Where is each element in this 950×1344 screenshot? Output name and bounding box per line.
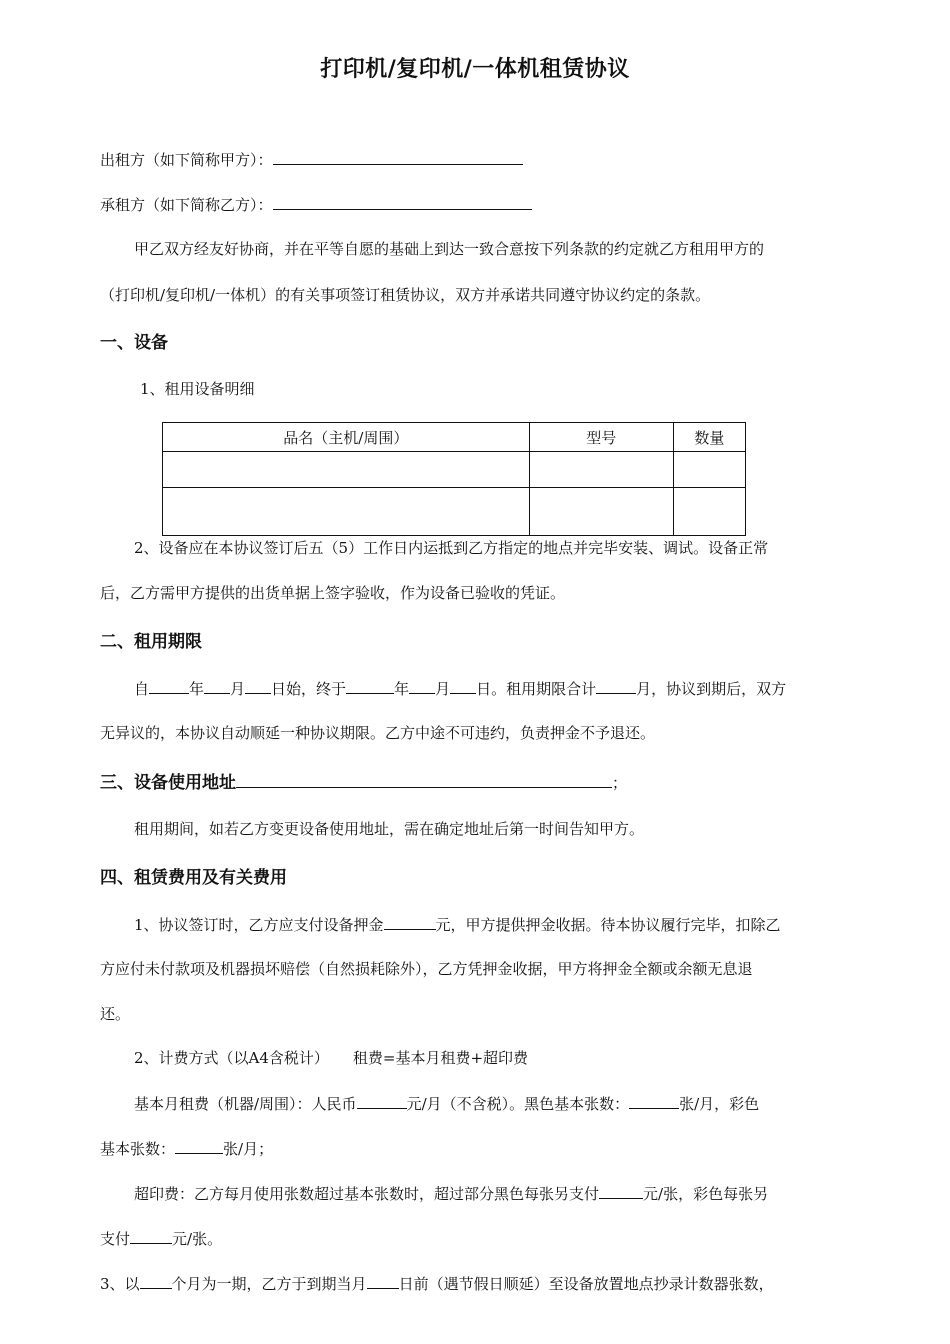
term-text-month: 月 — [435, 680, 451, 698]
end-day-blank[interactable] — [450, 677, 476, 694]
base-rent-line-2 — [100, 1137, 273, 1160]
deposit-text: 1、协议签订时，乙方应支付设备押金 — [134, 916, 384, 934]
lessee-line — [100, 193, 532, 216]
term-text-month: 月 — [230, 680, 246, 698]
color-overage-label: 元/张，彩色每张另 — [643, 1185, 769, 1203]
reading-day-blank[interactable] — [367, 1272, 399, 1289]
color-label: 张/月，彩色 — [679, 1095, 760, 1113]
lessor-name-blank[interactable] — [273, 148, 523, 165]
base-rent-amount-blank[interactable] — [357, 1092, 407, 1109]
term-text-from: 自 — [134, 680, 150, 698]
lessor-label: 出租方（如下简称甲方）： — [100, 151, 273, 169]
section-3-heading-line — [100, 768, 627, 794]
base-rent-line-1 — [134, 1092, 759, 1115]
start-month-blank[interactable] — [204, 677, 230, 694]
equipment-list-label: 1、租用设备明细 — [140, 380, 255, 398]
deposit-text-cont: 元，甲方提供押金收据。待本协议履行完毕，扣除乙 — [435, 916, 781, 934]
black-base-pages-blank[interactable] — [629, 1092, 679, 1109]
table-cell[interactable] — [163, 452, 530, 488]
col-header-quantity: 数量 — [673, 423, 745, 452]
table-cell[interactable] — [529, 452, 673, 488]
deposit-line-3: 还。 — [100, 1005, 131, 1023]
color-overage-price-blank[interactable] — [130, 1227, 172, 1244]
total-months-blank[interactable] — [596, 677, 636, 694]
address-blank[interactable] — [236, 769, 612, 788]
address-change-clause: 租用期间，如若乙方变更设备使用地址，需在确定地址后第一时间告知甲方。 — [134, 820, 645, 838]
delivery-clause-line-1: 2、设备应在本协议签订后五（5）工作日内运抵到乙方指定的地点并完毕安装、调试。设备正常 — [134, 539, 769, 557]
table-cell[interactable] — [673, 488, 745, 536]
term-text-year: 年 — [189, 680, 205, 698]
period-label: 3、以 — [100, 1275, 140, 1293]
page-title: 打印机/复印机/一体机租赁协议 — [320, 57, 630, 82]
period-text: 个月为一期，乙方于到期当月 — [171, 1275, 367, 1293]
term-text-renewal: 月，协议到期后，双方 — [636, 680, 787, 698]
table-cell[interactable] — [529, 488, 673, 536]
black-overage-price-blank[interactable] — [599, 1182, 643, 1199]
term-text-total: 日。租用期限合计 — [476, 680, 597, 698]
col-header-name: 品名（主机/周围） — [163, 423, 530, 452]
term-text-year: 年 — [394, 680, 410, 698]
billing-method-line — [134, 1047, 528, 1069]
table-row — [163, 452, 746, 488]
delivery-clause-line-2: 后，乙方需甲方提供的出货单据上签字验收，作为设备已验收的凭证。 — [100, 584, 566, 602]
billing-formula: 租费=基本月租费+超印费 — [352, 1049, 529, 1067]
lessee-label: 承租方（如下简称乙方）： — [100, 196, 273, 214]
table-header-row — [163, 423, 746, 452]
overage-label: 超印费：乙方每月使用张数超过基本张数时，超过部分黑色每张另支付 — [134, 1185, 600, 1203]
table-cell[interactable] — [163, 488, 530, 536]
equipment-table — [162, 422, 746, 536]
section-4-heading: 四、租赁费用及有关费用 — [100, 868, 287, 888]
billing-method-label: 2、计费方式（以A4含税计） — [134, 1049, 329, 1067]
meter-reading-line — [100, 1272, 774, 1295]
end-year-blank[interactable] — [346, 677, 394, 694]
section-2-heading: 二、租用期限 — [100, 632, 202, 652]
section-3-heading: 三、设备使用地址 — [100, 773, 236, 793]
col-header-model: 型号 — [529, 423, 673, 452]
end-month-blank[interactable] — [409, 677, 435, 694]
term-text-until: 日始，终于 — [271, 680, 347, 698]
start-day-blank[interactable] — [245, 677, 271, 694]
period-months-blank[interactable] — [140, 1272, 172, 1289]
section-1-heading: 一、设备 — [100, 333, 168, 353]
table-cell[interactable] — [673, 452, 745, 488]
overage-line-1 — [134, 1182, 768, 1205]
intro-line-1: 甲乙双方经友好协商，并在平等自愿的基础上到达一致合意按下列条款的约定就乙方租用甲方的 — [134, 240, 765, 258]
term-line-2: 无异议的，本协议自动顺延一种协议期限。乙方中途不可违约，负责押金不予退还。 — [100, 724, 656, 742]
start-year-blank[interactable] — [149, 677, 189, 694]
overage-unit: 元/张。 — [172, 1230, 223, 1248]
deposit-amount-blank[interactable] — [384, 913, 436, 930]
lessee-name-blank[interactable] — [273, 193, 532, 210]
pay-label: 支付 — [100, 1230, 131, 1248]
deposit-line-1 — [134, 913, 781, 936]
base-rent-label: 基本月租费（机器/周围）：人民币 — [134, 1095, 357, 1113]
deposit-line-2: 方应付未付款项及机器损坏赔偿（自然损耗除外），乙方凭押金收据，甲方将押金全额或余额无息退 — [100, 960, 753, 978]
address-suffix: ； — [612, 774, 628, 792]
black-base-label: 元/月（不含税）。黑色基本张数： — [406, 1095, 630, 1113]
intro-line-2: （打印机/复印机/一体机）的有关事项签订租赁协议，双方并承诺共同遵守协议约定的条款。 — [100, 286, 711, 304]
term-line-1 — [134, 677, 786, 700]
lessor-line — [100, 148, 523, 171]
color-base-label: 基本张数： — [100, 1140, 176, 1158]
color-base-pages-blank[interactable] — [175, 1137, 223, 1154]
reading-text: 日前（遇节假日顺延）至设备放置地点抄录计数器张数， — [398, 1275, 774, 1293]
color-base-unit: 张/月； — [223, 1140, 274, 1158]
table-row — [163, 488, 746, 536]
overage-line-2 — [100, 1227, 222, 1250]
